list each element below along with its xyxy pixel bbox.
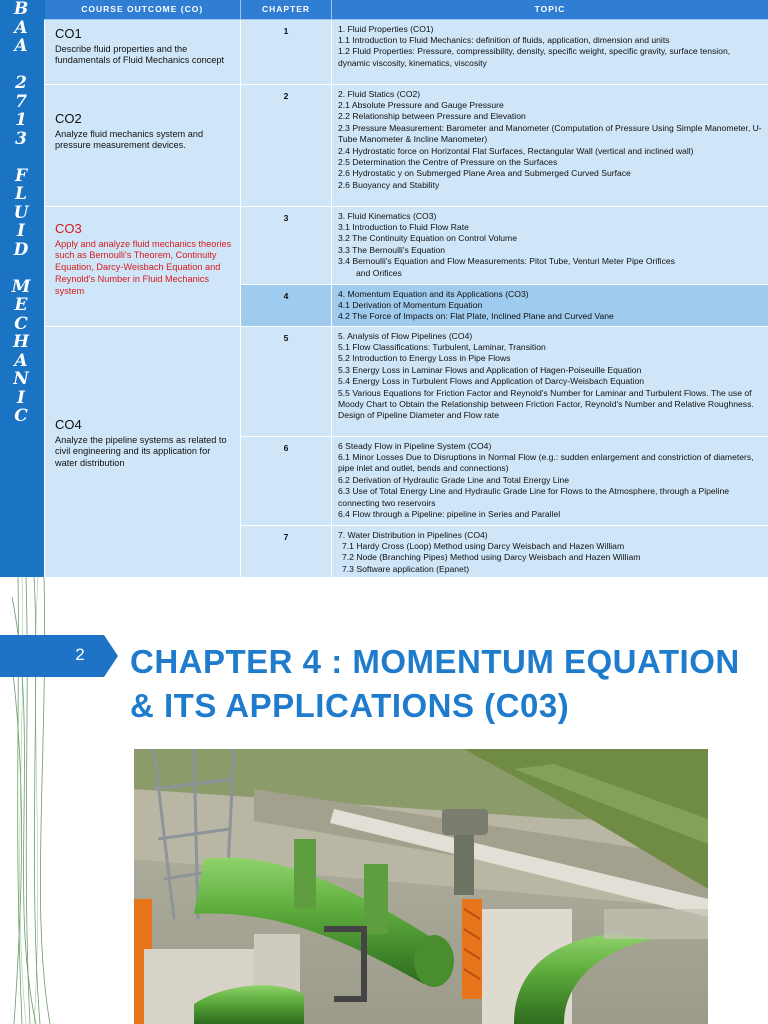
vertical-course-title <box>0 0 42 577</box>
vertical-letter: 2 <box>15 73 27 93</box>
topic-line: 7.1 Hardy Cross (Loop) Method using Darcy Weisbach and Hazen William <box>342 540 625 551</box>
outcome-code: CO2 <box>55 110 82 126</box>
topic-cell <box>332 525 768 577</box>
chapter-number: 6 <box>241 436 332 525</box>
table-row <box>45 326 768 436</box>
topic-line: and Orifices <box>356 267 402 278</box>
topic-line: 6 Steady Flow in Pipeline System (CO4) <box>338 440 492 451</box>
chapter-title: CHAPTER 4 : MOMENTUM EQUATION & ITS APPLICATIONS (C03) <box>130 643 740 724</box>
table-row <box>45 19 768 84</box>
pipeline-photo <box>134 749 708 1024</box>
topic-cell <box>332 284 768 326</box>
chapter-title-slide <box>0 577 768 1024</box>
topic-line: 2.6 Buoyancy and Stability <box>338 179 440 190</box>
table-row <box>45 84 768 206</box>
outcome-cell-co3 <box>45 206 241 326</box>
vertical-letter: 3 <box>15 128 27 149</box>
page-number: 2 <box>75 645 85 664</box>
topic-line: 7. Water Distribution in Pipelines (CO4) <box>338 529 488 540</box>
chapter-number: 7 <box>241 525 332 577</box>
vertical-letter: B <box>13 0 29 19</box>
topic-line: 2.4 Hydrostatic force on Horizontal Flat Surfaces, Rectangular Wall (vertical and inclined wall) <box>338 145 694 156</box>
outcome-code: CO1 <box>55 25 82 41</box>
topic-line: 6.3 Use of Total Energy Line and Hydraulic Grade Line for Flows to the Atmosphere, through a Pipeline connecting two reservoirs <box>338 486 730 508</box>
outcome-cell-co4 <box>45 326 241 577</box>
topic-line: 3. Fluid Kinematics (CO3) <box>338 210 437 221</box>
vertical-letter: M <box>11 276 31 297</box>
vertical-letter: U <box>13 202 29 223</box>
vertical-letter: I <box>17 387 25 408</box>
table-row <box>45 206 768 284</box>
vertical-letter: F <box>14 165 28 186</box>
topic-line: 2.3 Pressure Measurement: Barometer and Manometer (Computation of Pressure Using Simple Manometer, U-Tube Manometer & Incline Manometer) <box>338 122 762 145</box>
topic-line: 7.3 Software application (Epanet) <box>342 563 470 574</box>
topic-line: 4. Momentum Equation and its Applications (CO3) <box>338 288 529 299</box>
topic-line: 4.1 Derivation of Momentum Equation <box>338 299 483 310</box>
topic-line: 2.6 Hydrostatic y on Submerged Plane Area and Submerged Curved Surface <box>338 168 631 179</box>
topic-line: 6.2 Derivation of Hydraulic Grade Line and Total Energy Line <box>338 474 570 485</box>
vertical-letter: E <box>14 295 28 315</box>
vertical-letter: L <box>15 184 27 204</box>
pipe-image <box>134 749 708 1024</box>
vertical-letter: A <box>14 350 28 371</box>
course-outcome-table <box>44 0 768 577</box>
vertical-letter: 7 <box>15 91 27 112</box>
topic-line: 5. Analysis of Flow Pipelines (CO4) <box>338 330 473 341</box>
chapter-number: 3 <box>241 206 332 284</box>
vertical-letter: C <box>14 313 28 334</box>
topic-line: 1. Fluid Properties (CO1) <box>338 23 434 34</box>
topic-line: 2.1 Absolute Pressure and Gauge Pressure <box>338 99 504 110</box>
topic-line: 2.2 Relationship between Pressure and Elevation <box>338 111 526 122</box>
topic-line: 5.3 Energy Loss in Laminar Flows and Application of Hagen-Poiseuille Equation <box>338 364 642 375</box>
outcome-code: CO3 <box>55 220 82 236</box>
topic-line: 5.1 Flow Classifications: Turbulent, Laminar, Transition <box>338 341 546 352</box>
topic-line: 5.4 Energy Loss in Turbulent Flows and Application of Darcy-Weisbach Equation <box>338 376 645 387</box>
chapter-number: 1 <box>241 19 332 84</box>
topic-line: 6.1 Minor Losses Due to Disruptions in Normal Flow (e.g.: sudden enlargement and constriction of diameters, pipe inlet and outlet, bends and connections) <box>338 451 754 474</box>
chapter-number: 5 <box>241 326 332 436</box>
outcome-desc: Analyze fluid mechanics system and pressure measurement devices. <box>55 128 204 151</box>
topic-line: 5.2 Introduction to Energy Loss in Pipe Flows <box>338 353 511 364</box>
outcome-code: CO4 <box>55 416 82 432</box>
topic-cell <box>332 19 768 84</box>
vertical-letter: D <box>13 239 29 260</box>
topic-cell <box>332 436 768 525</box>
topic-line: 2. Fluid Statics (CO2) <box>338 88 421 99</box>
topic-line: 1.1 Introduction to Fluid Mechanics: definition of fluids, application, dimension and units <box>338 34 670 45</box>
topic-line: 5.5 Various Equations for Friction Factor and Reynold's Number for Laminar and Turbulent Flows. The use of Moody Chart to Obtain the Relationship between Friction Factor, Reynold's Number and Relative Roughness. <box>338 387 754 409</box>
header-outcome: COURSE OUTCOME (CO) <box>45 0 241 19</box>
chapter-number: 2 <box>241 84 332 206</box>
vertical-letter: A <box>14 17 28 38</box>
outcome-desc: Apply and analyze fluid mechanics theories such as Bernoulli's Theorem, Continuity Equation, Darcy-Weisbach Equation and Reynold's Number in Fluid Mechanics system <box>55 238 232 296</box>
table-header-row <box>45 0 768 19</box>
vertical-letter: H <box>12 332 30 352</box>
topic-line: Design of Pipeline Diameter and Flow rate <box>338 410 499 421</box>
outcome-cell-co2 <box>45 84 241 206</box>
header-chapter: CHAPTER <box>241 0 332 19</box>
header-topic: TOPIC <box>332 0 768 19</box>
vertical-letter: C <box>14 406 28 426</box>
topic-line: 3.4 Bernoulli's Equation and Flow Measurements: Pitot Tube, Venturi Meter Pipe Orifices <box>338 256 675 267</box>
topic-line: 3.3 The Bernoulli's Equation <box>338 244 446 255</box>
vertical-letter: N <box>13 369 29 389</box>
topic-line: 4.2 The Force of Impacts on: Flat Plate, Inclined Plane and Curved Vane <box>338 311 614 322</box>
topic-line: 3.2 The Continuity Equation on Control Volume <box>338 233 517 244</box>
page-number-arrow <box>0 635 118 677</box>
topic-cell <box>332 326 768 436</box>
vertical-letter: I <box>17 221 25 241</box>
chapter-number: 4 <box>241 284 332 326</box>
topic-cell <box>332 84 768 206</box>
vertical-letter: A <box>14 36 28 56</box>
outcome-desc: Analyze the pipeline systems as related to civil engineering and its application for water distribution <box>55 434 227 469</box>
topic-cell <box>332 206 768 284</box>
vertical-letter: 1 <box>15 110 27 130</box>
topic-line: 3.1 Introduction to Fluid Flow Rate <box>338 221 469 232</box>
outcome-cell-co1 <box>45 19 241 84</box>
outcome-desc: Describe fluid properties and the fundamentals of Fluid Mechanics concept <box>55 43 225 66</box>
topic-line: 7.2 Node (Branching Pipes) Method using Darcy Weisbach and Hazen William <box>342 552 641 563</box>
topic-line: 1.2 Fluid Properties: Pressure, compressibility, density, specific weight, specific gravity, surface tension, dynamic viscosity, kinematics, viscosity <box>338 46 731 68</box>
topic-line: 6.4 Flow through a Pipeline: pipeline in Series and Parallel <box>338 508 561 519</box>
topic-line: 2.5 Determination the Centre of Pressure on the Surfaces <box>338 156 558 167</box>
